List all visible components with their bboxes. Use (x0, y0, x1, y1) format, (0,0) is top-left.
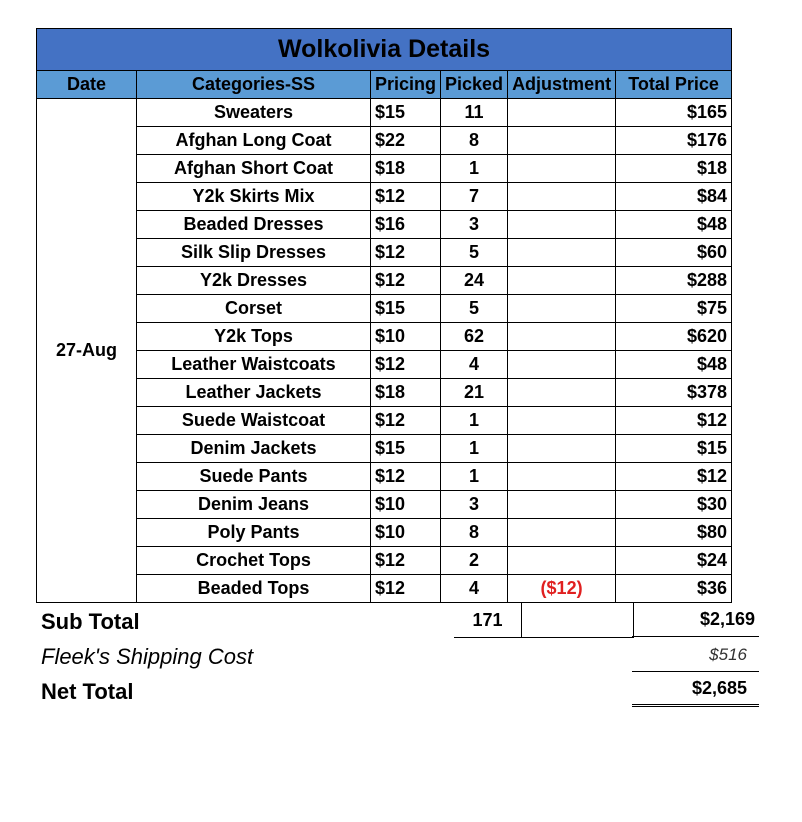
category-cell: Afghan Long Coat (137, 127, 371, 155)
table-row (37, 183, 732, 211)
pricing-cell: $22 (371, 127, 441, 155)
table-row (37, 575, 732, 603)
table-row (37, 351, 732, 379)
adjustment-cell (508, 379, 616, 407)
pricing-cell: $12 (371, 239, 441, 267)
pricing-cell: $15 (371, 99, 441, 127)
header-category: Categories-SS (137, 71, 371, 99)
picked-cell: 21 (441, 379, 508, 407)
category-cell: Suede Waistcoat (137, 407, 371, 435)
adjustment-cell (508, 155, 616, 183)
details-table (36, 28, 732, 603)
table-row (37, 435, 732, 463)
category-cell: Poly Pants (137, 519, 371, 547)
table-row (37, 267, 732, 295)
picked-cell: 1 (441, 463, 508, 491)
shipping-value: $516 (632, 638, 759, 672)
picked-cell: 5 (441, 239, 508, 267)
table-row (37, 519, 732, 547)
total-price-cell: $48 (616, 211, 732, 239)
subtotal-row (36, 603, 759, 638)
pricing-cell: $12 (371, 351, 441, 379)
table-row (37, 547, 732, 575)
net-total-row (36, 673, 759, 708)
table-row (37, 127, 732, 155)
total-price-cell: $176 (616, 127, 732, 155)
table-row (37, 323, 732, 351)
category-cell: Leather Waistcoats (137, 351, 371, 379)
pricing-cell: $15 (371, 295, 441, 323)
subtotal-picked: 171 (454, 603, 521, 638)
pricing-cell: $15 (371, 435, 441, 463)
date-cell: 27-Aug (37, 99, 137, 603)
category-cell: Denim Jackets (137, 435, 371, 463)
total-price-cell: $378 (616, 379, 732, 407)
picked-cell: 62 (441, 323, 508, 351)
table-row (37, 379, 732, 407)
category-cell: Beaded Tops (137, 575, 371, 603)
summary-section (36, 603, 759, 708)
adjustment-cell (508, 295, 616, 323)
pricing-cell: $18 (371, 379, 441, 407)
adjustment-cell (508, 127, 616, 155)
category-cell: Y2k Tops (137, 323, 371, 351)
total-price-cell: $12 (616, 463, 732, 491)
table-body (37, 99, 732, 603)
picked-cell: 1 (441, 407, 508, 435)
picked-cell: 1 (441, 435, 508, 463)
table-row (37, 99, 732, 127)
adjustment-cell (508, 463, 616, 491)
header-row (37, 71, 732, 99)
pricing-cell: $18 (371, 155, 441, 183)
category-cell: Corset (137, 295, 371, 323)
adjustment-cell (508, 183, 616, 211)
total-price-cell: $18 (616, 155, 732, 183)
picked-cell: 24 (441, 267, 508, 295)
adjustment-cell (508, 547, 616, 575)
category-cell: Leather Jackets (137, 379, 371, 407)
adjustment-cell (508, 267, 616, 295)
adjustment-cell (508, 519, 616, 547)
table-row (37, 239, 732, 267)
shipping-label: Fleek's Shipping Cost (41, 644, 254, 669)
category-cell: Crochet Tops (137, 547, 371, 575)
pricing-cell: $12 (371, 183, 441, 211)
table-row (37, 155, 732, 183)
net-total-label: Net Total (41, 679, 134, 704)
subtotal-label: Sub Total (41, 609, 140, 634)
shipping-row (36, 638, 759, 673)
adjustment-cell (508, 491, 616, 519)
table-row (37, 407, 732, 435)
table-row (37, 491, 732, 519)
picked-cell: 2 (441, 547, 508, 575)
picked-cell: 8 (441, 127, 508, 155)
header-date: Date (37, 71, 137, 99)
picked-cell: 11 (441, 99, 508, 127)
pricing-cell: $12 (371, 463, 441, 491)
total-price-cell: $75 (616, 295, 732, 323)
picked-cell: 8 (441, 519, 508, 547)
total-price-cell: $620 (616, 323, 732, 351)
picked-cell: 4 (441, 351, 508, 379)
picked-cell: 1 (441, 155, 508, 183)
pricing-cell: $12 (371, 407, 441, 435)
category-cell: Denim Jeans (137, 491, 371, 519)
pricing-cell: $12 (371, 575, 441, 603)
header-picked: Picked (441, 71, 508, 99)
adjustment-cell (508, 351, 616, 379)
picked-cell: 5 (441, 295, 508, 323)
category-cell: Beaded Dresses (137, 211, 371, 239)
picked-cell: 7 (441, 183, 508, 211)
total-price-cell: $12 (616, 407, 732, 435)
total-price-cell: $48 (616, 351, 732, 379)
total-price-cell: $36 (616, 575, 732, 603)
header-adjustment: Adjustment (508, 71, 616, 99)
pricing-cell: $10 (371, 519, 441, 547)
pricing-cell: $10 (371, 491, 441, 519)
subtotal-adjustment (521, 603, 634, 638)
total-price-cell: $80 (616, 519, 732, 547)
header-pricing: Pricing (371, 71, 441, 99)
pricing-cell: $10 (371, 323, 441, 351)
category-cell: Sweaters (137, 99, 371, 127)
category-cell: Silk Slip Dresses (137, 239, 371, 267)
picked-cell: 3 (441, 211, 508, 239)
total-price-cell: $15 (616, 435, 732, 463)
net-total-value: $2,685 (632, 673, 759, 707)
adjustment-cell: ($12) (508, 575, 616, 603)
total-price-cell: $165 (616, 99, 732, 127)
details-sheet (36, 28, 732, 603)
table-title: Wolkolivia Details (37, 29, 732, 71)
category-cell: Y2k Skirts Mix (137, 183, 371, 211)
total-price-cell: $84 (616, 183, 732, 211)
picked-cell: 3 (441, 491, 508, 519)
total-price-cell: $24 (616, 547, 732, 575)
header-total: Total Price (616, 71, 732, 99)
total-price-cell: $30 (616, 491, 732, 519)
adjustment-cell (508, 211, 616, 239)
category-cell: Afghan Short Coat (137, 155, 371, 183)
category-cell: Y2k Dresses (137, 267, 371, 295)
adjustment-cell (508, 435, 616, 463)
category-cell: Suede Pants (137, 463, 371, 491)
table-row (37, 211, 732, 239)
adjustment-cell (508, 239, 616, 267)
adjustment-cell (508, 323, 616, 351)
pricing-cell: $16 (371, 211, 441, 239)
table-row (37, 463, 732, 491)
adjustment-cell (508, 407, 616, 435)
total-price-cell: $60 (616, 239, 732, 267)
picked-cell: 4 (441, 575, 508, 603)
table-row (37, 295, 732, 323)
pricing-cell: $12 (371, 267, 441, 295)
total-price-cell: $288 (616, 267, 732, 295)
adjustment-cell (508, 99, 616, 127)
pricing-cell: $12 (371, 547, 441, 575)
subtotal-total: $2,169 (632, 603, 759, 637)
